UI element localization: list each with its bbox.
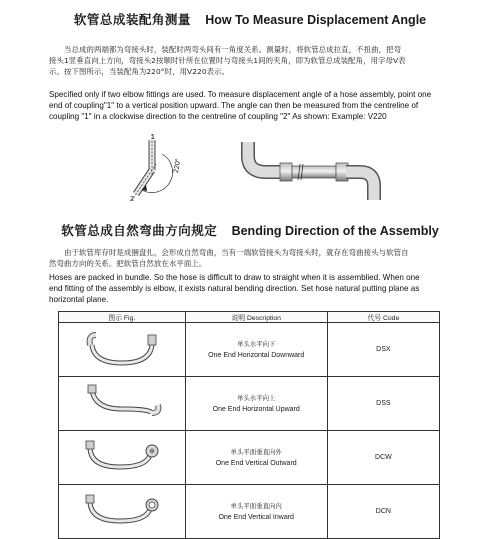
header-description: 说明 Description <box>185 312 327 323</box>
section-title-en: How To Measure Displacement Angle <box>205 13 427 27</box>
displacement-paragraph-en <box>49 89 431 122</box>
fig-cell <box>59 431 186 485</box>
paragraph-line: 然弯曲方向的关系。把软管自然放在水平面上。 <box>49 259 207 269</box>
section-title-bending <box>0 221 500 239</box>
hose-horizontal-upward-icon <box>80 383 164 423</box>
bending-direction-table <box>58 311 440 539</box>
section-title-zh: 软管总成装配角测量 <box>73 12 191 27</box>
section-title-en: Bending Direction of the Assembly <box>231 224 439 238</box>
displacement-paragraph-zh <box>49 44 406 78</box>
header-code: 代号 Code <box>327 312 439 323</box>
paragraph-line: 当总成的两端都为弯接头时，装配时两弯头间有一角度关系。测量时，将软管总成拉直，不扭曲，把弯 <box>64 45 402 54</box>
bending-paragraph-zh <box>49 247 409 269</box>
bending-paragraph-en <box>49 272 420 305</box>
paragraph-line: coupling "1" in a clockwise direction to the centreline of coupling "2" As shown: Example: V220 <box>49 112 387 121</box>
paragraph-line: Specified only if two elbow fittings are used. To measure displacement angle of a hose assembly, point one <box>49 90 432 99</box>
section-title-displacement <box>0 10 500 28</box>
header-fig: 图示 Fig. <box>59 312 186 323</box>
elbow-label-1: 1 <box>151 134 155 141</box>
hose-horizontal-downward-icon <box>80 329 164 369</box>
description-cell <box>185 377 327 431</box>
table-header-row <box>59 312 440 323</box>
description-zh: 单头平面垂直向内 <box>230 502 282 510</box>
code-cell: DCN <box>327 485 439 539</box>
description-cell <box>185 323 327 377</box>
description-en: One End Vertical Outward <box>215 459 297 467</box>
paragraph-line: 示。按下图所示，当装配角为220°时，用V220表示。 <box>49 67 230 77</box>
code-cell: DSS <box>327 377 439 431</box>
table-row <box>59 323 440 377</box>
fig-cell <box>59 485 186 539</box>
fig-cell <box>59 323 186 377</box>
fig-cell <box>59 377 186 431</box>
paragraph-line: end fitting of the assembly is elbow, it exists natural bending direction. Set hose natural putting plane as <box>49 284 420 293</box>
paragraph-line: Hoses are packed in bundle. So the hose is difficult to draw to straight when it is assemblied. When one <box>49 273 420 282</box>
code-cell: DCW <box>327 431 439 485</box>
table-row <box>59 485 440 539</box>
section-title-zh: 软管总成自然弯曲方向规定 <box>61 223 218 238</box>
description-cell <box>185 431 327 485</box>
angle-label: 220° <box>172 158 183 174</box>
table-row <box>59 377 440 431</box>
hose-vertical-inward-icon <box>80 491 164 531</box>
paragraph-line: horizontal plane. <box>49 295 109 304</box>
hose-assembly-illustration <box>236 140 384 202</box>
description-zh: 单头水平向下 <box>237 340 276 348</box>
description-en: One End Horizontal Downward <box>208 351 305 359</box>
description-en: One End Horizontal Upward <box>212 405 300 413</box>
paragraph-line: 接头1竖垂直向上方向，弯接头2按顺时针所在位置时与弯接头1间的夹角，即为软管总成装配角，用字母V表 <box>49 56 406 66</box>
description-en: One End Vertical Inward <box>218 513 294 521</box>
description-zh: 单头平面垂直向外 <box>230 448 282 456</box>
description-cell <box>185 485 327 539</box>
table-row <box>59 431 440 485</box>
elbow-label-2: 2 <box>130 196 134 203</box>
description-zh: 单头水平向上 <box>237 394 276 402</box>
paragraph-line: end of coupling"1" to a vertical position upward. The angle can then be measured from the centreline of <box>49 101 419 110</box>
hose-vertical-outward-icon <box>80 437 164 477</box>
elbow-angle-diagram <box>128 132 198 218</box>
paragraph-line: 由于软管库存时是成捆盘扎，会形成自然弯曲，当有一端软管接头为弯接头时，就存在弯曲接头与软管自 <box>64 248 409 257</box>
code-cell: DSX <box>327 323 439 377</box>
